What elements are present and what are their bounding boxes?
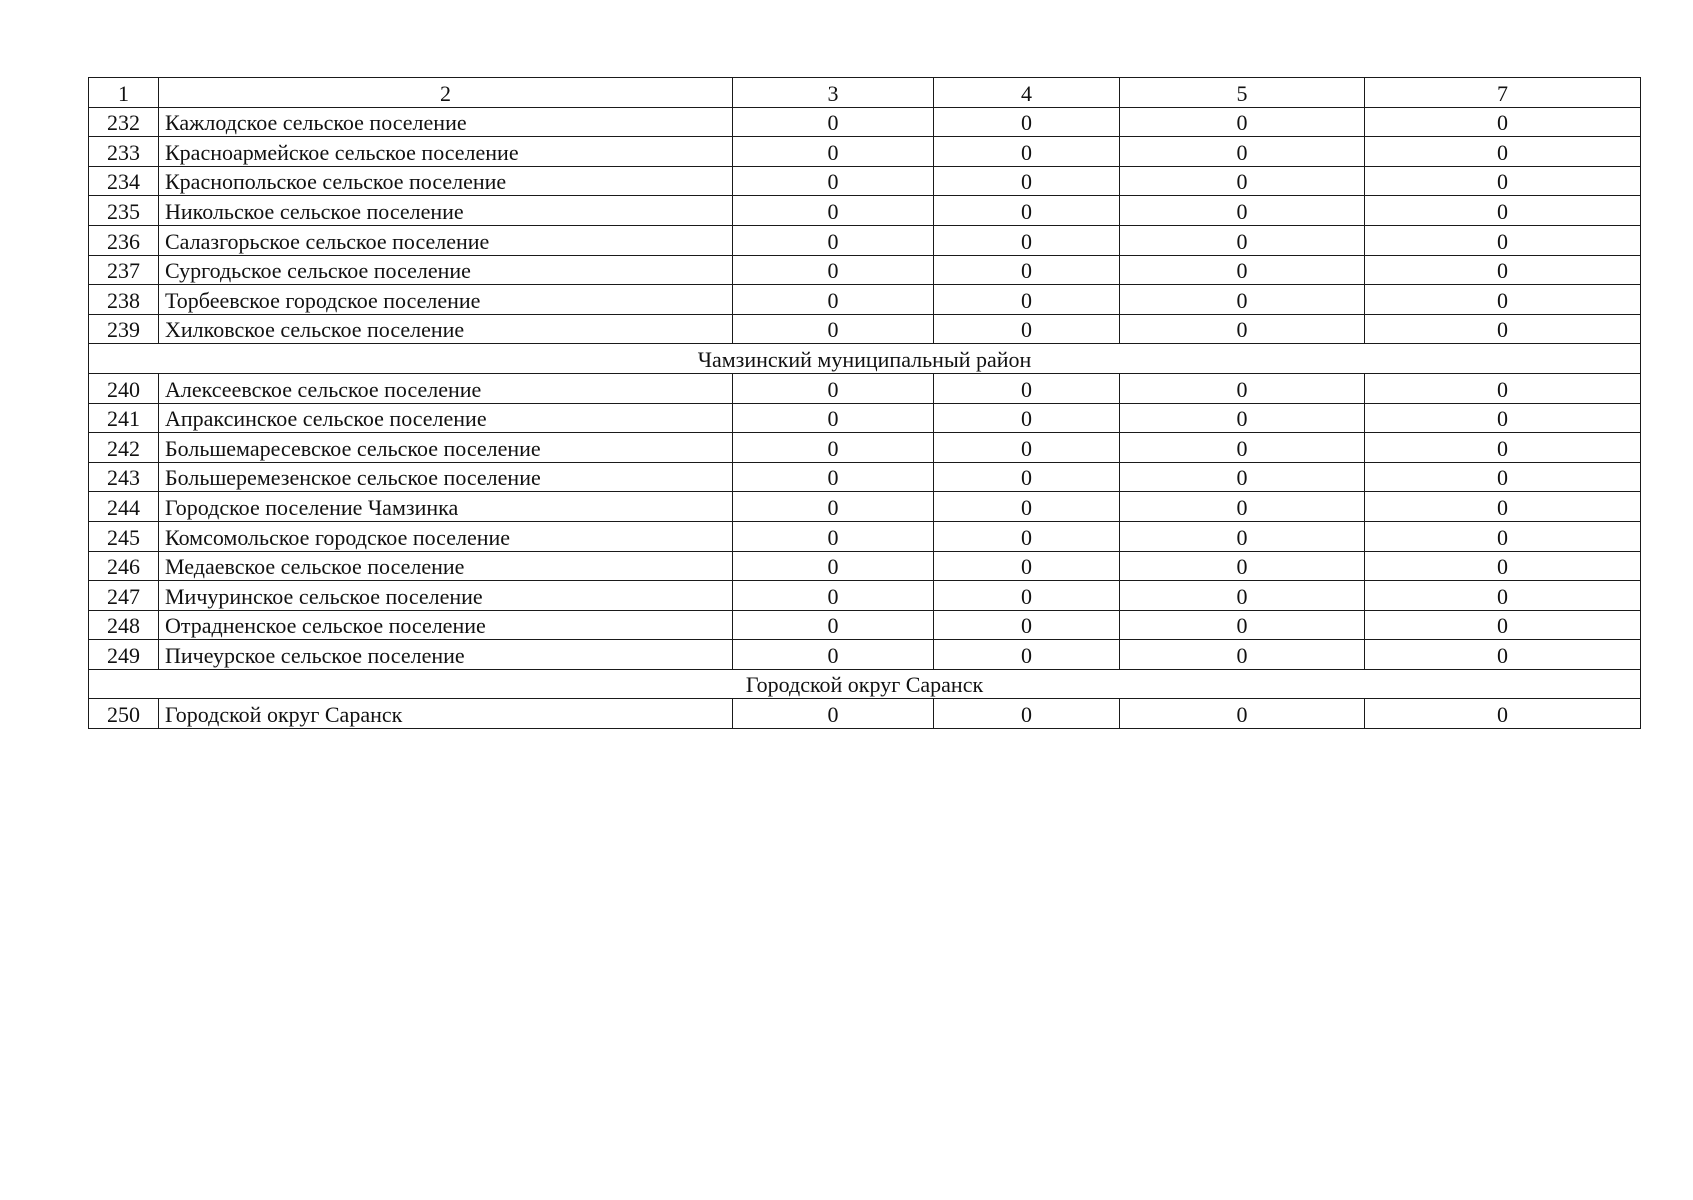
table-header-row xyxy=(89,78,1641,108)
value-cell: 0 xyxy=(934,373,1120,403)
row-number: 232 xyxy=(89,107,159,137)
value-cell: 0 xyxy=(1365,166,1641,196)
value-cell: 0 xyxy=(934,285,1120,315)
value-cell: 0 xyxy=(934,610,1120,640)
value-cell: 0 xyxy=(1365,462,1641,492)
value-cell: 0 xyxy=(934,403,1120,433)
row-number: 235 xyxy=(89,196,159,226)
settlement-name: Городской округ Саранск xyxy=(159,699,733,729)
value-cell: 0 xyxy=(1365,581,1641,611)
value-cell: 0 xyxy=(1120,551,1365,581)
value-cell: 0 xyxy=(1120,699,1365,729)
value-cell: 0 xyxy=(1365,640,1641,670)
value-cell: 0 xyxy=(1120,521,1365,551)
value-cell: 0 xyxy=(1120,107,1365,137)
table-row xyxy=(89,137,1641,167)
value-cell: 0 xyxy=(733,255,934,285)
settlement-name: Медаевское сельское поселение xyxy=(159,551,733,581)
value-cell: 0 xyxy=(934,521,1120,551)
row-number: 243 xyxy=(89,462,159,492)
value-cell: 0 xyxy=(1365,699,1641,729)
settlement-name: Никольское сельское поселение xyxy=(159,196,733,226)
row-number: 247 xyxy=(89,581,159,611)
section-title: Городской округ Саранск xyxy=(89,669,1641,699)
section-row xyxy=(89,344,1641,374)
settlement-name: Краснопольское сельское поселение xyxy=(159,166,733,196)
table-row xyxy=(89,433,1641,463)
settlement-name: Алексеевское сельское поселение xyxy=(159,373,733,403)
value-cell: 0 xyxy=(1365,521,1641,551)
table-row xyxy=(89,581,1641,611)
settlement-name: Комсомольское городское поселение xyxy=(159,521,733,551)
row-number: 248 xyxy=(89,610,159,640)
value-cell: 0 xyxy=(1365,314,1641,344)
value-cell: 0 xyxy=(1365,107,1641,137)
row-number: 238 xyxy=(89,285,159,315)
value-cell: 0 xyxy=(733,196,934,226)
value-cell: 0 xyxy=(1365,196,1641,226)
settlement-name: Салазгорьское сельское поселение xyxy=(159,225,733,255)
table-row xyxy=(89,462,1641,492)
value-cell: 0 xyxy=(934,255,1120,285)
data-table xyxy=(88,77,1641,729)
value-cell: 0 xyxy=(1120,581,1365,611)
row-number: 245 xyxy=(89,521,159,551)
settlement-name: Апраксинское сельское поселение xyxy=(159,403,733,433)
row-number: 244 xyxy=(89,492,159,522)
row-number: 241 xyxy=(89,403,159,433)
table-row xyxy=(89,314,1641,344)
table-row xyxy=(89,521,1641,551)
value-cell: 0 xyxy=(1120,373,1365,403)
settlement-name: Мичуринское сельское поселение xyxy=(159,581,733,611)
value-cell: 0 xyxy=(733,699,934,729)
header-cell-col-5: 5 xyxy=(1120,78,1365,108)
value-cell: 0 xyxy=(934,492,1120,522)
value-cell: 0 xyxy=(733,581,934,611)
value-cell: 0 xyxy=(934,699,1120,729)
row-number: 240 xyxy=(89,373,159,403)
table-row xyxy=(89,196,1641,226)
value-cell: 0 xyxy=(934,166,1120,196)
value-cell: 0 xyxy=(1365,255,1641,285)
section-title: Чамзинский муниципальный район xyxy=(89,344,1641,374)
row-number: 234 xyxy=(89,166,159,196)
table-row xyxy=(89,551,1641,581)
row-number: 239 xyxy=(89,314,159,344)
header-cell-col-6: 7 xyxy=(1365,78,1641,108)
table-row xyxy=(89,107,1641,137)
value-cell: 0 xyxy=(1365,551,1641,581)
value-cell: 0 xyxy=(733,610,934,640)
settlement-name: Сургодьское сельское поселение xyxy=(159,255,733,285)
value-cell: 0 xyxy=(934,225,1120,255)
table-row xyxy=(89,403,1641,433)
value-cell: 0 xyxy=(733,462,934,492)
value-cell: 0 xyxy=(934,640,1120,670)
value-cell: 0 xyxy=(934,137,1120,167)
value-cell: 0 xyxy=(934,551,1120,581)
value-cell: 0 xyxy=(733,492,934,522)
value-cell: 0 xyxy=(733,551,934,581)
value-cell: 0 xyxy=(733,640,934,670)
table-row xyxy=(89,166,1641,196)
table-row xyxy=(89,373,1641,403)
settlement-name: Кажлодское сельское поселение xyxy=(159,107,733,137)
table-row xyxy=(89,699,1641,729)
value-cell: 0 xyxy=(1120,255,1365,285)
value-cell: 0 xyxy=(733,285,934,315)
value-cell: 0 xyxy=(1120,285,1365,315)
row-number: 236 xyxy=(89,225,159,255)
value-cell: 0 xyxy=(733,225,934,255)
value-cell: 0 xyxy=(1120,137,1365,167)
value-cell: 0 xyxy=(1120,610,1365,640)
settlement-name: Хилковское сельское поселение xyxy=(159,314,733,344)
table-row xyxy=(89,640,1641,670)
settlement-name: Большеремезенское сельское поселение xyxy=(159,462,733,492)
header-cell-col-2: 2 xyxy=(159,78,733,108)
row-number: 250 xyxy=(89,699,159,729)
value-cell: 0 xyxy=(1365,433,1641,463)
table-row xyxy=(89,492,1641,522)
value-cell: 0 xyxy=(733,166,934,196)
value-cell: 0 xyxy=(1365,403,1641,433)
value-cell: 0 xyxy=(1365,373,1641,403)
value-cell: 0 xyxy=(733,521,934,551)
value-cell: 0 xyxy=(733,107,934,137)
settlement-name: Красноармейское сельское поселение xyxy=(159,137,733,167)
value-cell: 0 xyxy=(1365,225,1641,255)
value-cell: 0 xyxy=(1365,137,1641,167)
header-cell-col-4: 4 xyxy=(934,78,1120,108)
header-cell-col-1: 1 xyxy=(89,78,159,108)
value-cell: 0 xyxy=(1120,640,1365,670)
value-cell: 0 xyxy=(1365,285,1641,315)
row-number: 246 xyxy=(89,551,159,581)
settlement-name: Городское поселение Чамзинка xyxy=(159,492,733,522)
table-row xyxy=(89,610,1641,640)
row-number: 237 xyxy=(89,255,159,285)
row-number: 233 xyxy=(89,137,159,167)
value-cell: 0 xyxy=(934,581,1120,611)
value-cell: 0 xyxy=(1120,462,1365,492)
value-cell: 0 xyxy=(1365,610,1641,640)
value-cell: 0 xyxy=(733,373,934,403)
value-cell: 0 xyxy=(1120,225,1365,255)
value-cell: 0 xyxy=(1120,403,1365,433)
value-cell: 0 xyxy=(934,314,1120,344)
value-cell: 0 xyxy=(1120,196,1365,226)
value-cell: 0 xyxy=(1120,314,1365,344)
table-row xyxy=(89,285,1641,315)
settlement-name: Торбеевское городское поселение xyxy=(159,285,733,315)
settlement-name: Большемаресевское сельское поселение xyxy=(159,433,733,463)
value-cell: 0 xyxy=(1120,492,1365,522)
table-body xyxy=(89,78,1641,729)
value-cell: 0 xyxy=(1120,433,1365,463)
value-cell: 0 xyxy=(733,314,934,344)
settlement-name: Пичеурское сельское поселение xyxy=(159,640,733,670)
table-row xyxy=(89,225,1641,255)
table-row xyxy=(89,255,1641,285)
value-cell: 0 xyxy=(934,433,1120,463)
value-cell: 0 xyxy=(733,403,934,433)
settlement-name: Отрадненское сельское поселение xyxy=(159,610,733,640)
value-cell: 0 xyxy=(1120,166,1365,196)
value-cell: 0 xyxy=(733,433,934,463)
value-cell: 0 xyxy=(934,462,1120,492)
value-cell: 0 xyxy=(934,107,1120,137)
value-cell: 0 xyxy=(733,137,934,167)
value-cell: 0 xyxy=(1365,492,1641,522)
row-number: 249 xyxy=(89,640,159,670)
section-row xyxy=(89,669,1641,699)
value-cell: 0 xyxy=(934,196,1120,226)
row-number: 242 xyxy=(89,433,159,463)
header-cell-col-3: 3 xyxy=(733,78,934,108)
